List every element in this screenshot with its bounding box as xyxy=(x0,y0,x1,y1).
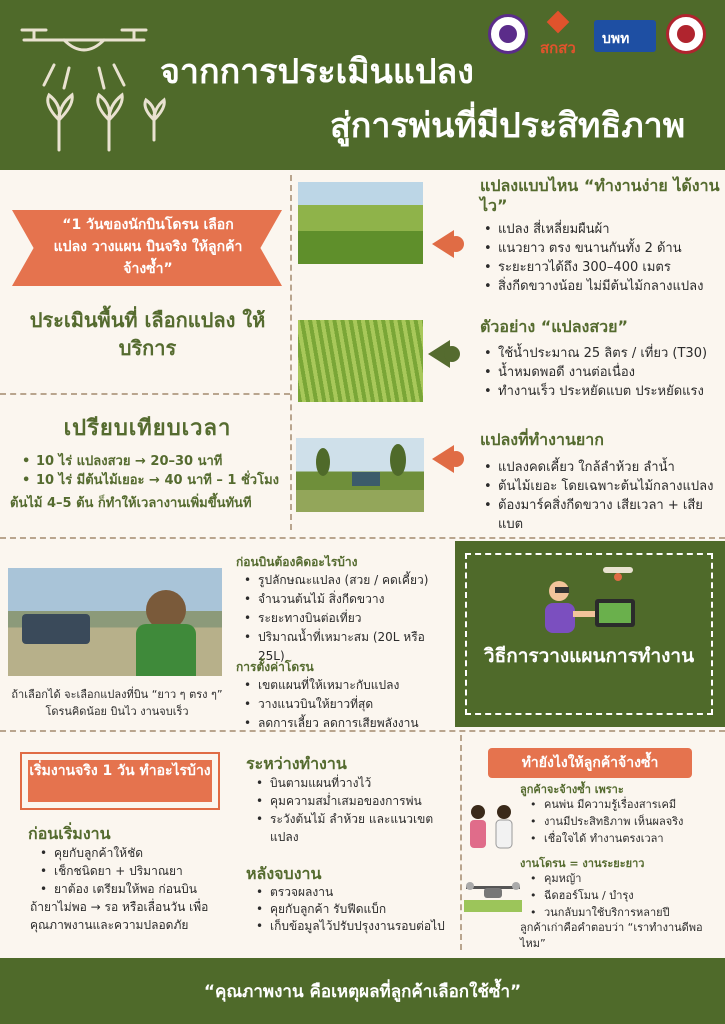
main-title-line1: จากการประเมินแปลง xyxy=(160,52,474,92)
list-item: • จำนวนต้นไม้ สิ่งกีดขวาง xyxy=(244,590,454,609)
compare-note: ต้นไม้ 4–5 ต้น ก็ทำให้เวลางานเพิ่มขึ้นทันที xyxy=(10,496,252,511)
list-item: • สิ่งกีดขวางน้อย ไม่มีต้นไม้กลางแปลง xyxy=(484,277,720,296)
spray-drone-icon xyxy=(462,880,524,914)
arrow-dot-icon xyxy=(448,451,464,467)
list-item: • คนพ่น มีความรู้เรื่องสารเคมี xyxy=(530,796,720,813)
list-item: • น้ำหมดพอดี งานต่อเนื่อง xyxy=(484,363,720,382)
divider-vertical-bottom xyxy=(460,735,462,950)
workday-during-list xyxy=(256,774,456,846)
planning-setup-list xyxy=(244,676,454,733)
footer-quote: “คุณภาพงาน คือเหตุผลที่ลูกค้าเลือกใช้ซ้ำ” xyxy=(203,982,522,1002)
tsri-logo-icon xyxy=(540,14,580,57)
list-item: • ระยะทางบินต่อเที่ยว xyxy=(244,609,454,628)
header-banner xyxy=(0,0,725,170)
list-item: • คุมหญ้า xyxy=(530,870,720,887)
planning-before-title: ก่อนบินต้องคิดอะไรบ้าง xyxy=(236,555,358,569)
pilot-photo xyxy=(8,568,222,676)
rehire-reason-list xyxy=(530,796,720,847)
list-item: • วนกลับมาใช้บริการหลายปี xyxy=(530,904,720,921)
rehire-banner: ทำยังไงให้ลูกค้าจ้างซ้ำ xyxy=(488,748,692,778)
intro-quote: “1 วันของนักบินโดรน เลือกแปลง วางแผน บินจริง ให้ลูกค้าจ้างซ้ำ” xyxy=(53,217,243,277)
list-item: • ลดการเลี้ยว ลดการเสียพลังงาน xyxy=(244,714,454,733)
university-seal-icon xyxy=(488,14,528,54)
divider-vertical-top xyxy=(290,175,292,530)
field-photo-beautiful xyxy=(298,320,423,402)
list-item: • ต้นไม้เยอะ โดยเฉพาะต้นไม้กลางแปลง xyxy=(484,477,720,496)
list-item: • ระยะยาวได้ถึง 300–400 เมตร xyxy=(484,258,720,277)
list-item: • เชื่อใจได้ ทำงานตรงเวลา xyxy=(530,830,720,847)
list-item: • แปลงคดเคี้ยว ใกล้ลำห้วย ลำน้ำ xyxy=(484,458,720,477)
pmu-logo-text: บพท xyxy=(602,31,630,47)
workday-banner xyxy=(20,752,220,810)
workday-before-title: ก่อนเริ่มงาน xyxy=(28,824,111,843)
field-card-1-list xyxy=(484,220,720,296)
arrow-dot-icon xyxy=(448,236,464,252)
rehire-work-title: งานโดรน = งานระยะยาว xyxy=(520,857,645,870)
list-item: • เขตแผนที่ให้เหมาะกับแปลง xyxy=(244,676,454,695)
planning-box-title: วิธีการวางแผนการทำงาน xyxy=(483,645,695,667)
planning-setup-title: การตั้งค่าโดรน xyxy=(236,660,314,674)
divider-horizontal-mid xyxy=(0,537,725,539)
list-item: • เก็บข้อมูลไว้ปรับปรุงงานรอบต่อไป xyxy=(256,918,456,935)
workday-during-title: ระหว่างทำงาน xyxy=(246,754,347,773)
main-title-line2: สู่การพ่นที่มีประสิทธิภาพ xyxy=(330,106,686,146)
list-item: • แนวยาว ตรง ขนานกันทั้ง 2 ด้าน xyxy=(484,239,720,258)
compare-heading: เปรียบเทียบเวลา xyxy=(63,416,232,441)
pmu-logo-icon xyxy=(594,20,656,52)
list-item: • งานมีประสิทธิภาพ เห็นผลจริง xyxy=(530,813,720,830)
workday-before-note: ถ้ายาไม่พอ → รอ หรือเลื่อนวัน เพื่อคุณภาพงานและความปลอดภัย xyxy=(30,900,209,932)
customer-conversation-icon xyxy=(464,800,518,850)
list-item: • ทำงานเร็ว ประหยัดแบต ประหยัดแรง xyxy=(484,382,720,401)
rehire-note: ลูกค้าเก่าคือคำตอบว่า “เราทำงานดีพอไหม” xyxy=(520,921,703,950)
workday-before-list xyxy=(40,844,240,898)
rmu-seal-icon xyxy=(666,14,706,54)
list-item: • คุยกับลูกค้า รับฟีดแบ็ก xyxy=(256,901,456,918)
field-card-1-title: แปลงแบบไหน “ทำงานง่าย ได้งานไว” xyxy=(480,176,720,215)
rehire-reason-title: ลูกค้าจะจ้างซ้ำ เพราะ xyxy=(520,783,624,796)
list-item: • แปลง สี่เหลี่ยมผืนผ้า xyxy=(484,220,720,239)
list-item: • รูปลักษณะแปลง (สวย / คดเคี้ยว) xyxy=(244,571,454,590)
list-item: • ระวังต้นไม้ ลำห้วย และแนวเขตแปลง xyxy=(256,810,456,846)
field-card-2-title: ตัวอย่าง “แปลงสวย” xyxy=(480,317,628,336)
pilot-caption: ถ้าเลือกได้ จะเลือกแปลงที่บิน “ยาว ๆ ตรง ๆ” โดรนคิดน้อย บินไว งานจบเร็ว xyxy=(11,688,223,718)
workday-after-title: หลังจบงาน xyxy=(246,864,322,883)
list-item: • ปริมาณน้ำที่เหมาะสม (20L หรือ 25L) xyxy=(244,628,454,666)
list-item: • บินตามแผนที่วางไว้ xyxy=(256,774,456,792)
field-photo-rect xyxy=(298,182,423,264)
workday-after-list xyxy=(256,884,456,935)
field-card-2-list xyxy=(484,344,720,401)
list-item: • 10 ไร่ มีต้นไม้เยอะ → 40 นาที – 1 ชั่วโมง xyxy=(22,471,287,490)
drone-pilot-illustration-icon xyxy=(537,561,647,639)
planning-before-list xyxy=(244,571,454,666)
intro-heading: ประเมินพื้นที่ เลือกแปลง ให้บริการ xyxy=(29,308,266,360)
compare-list xyxy=(22,452,287,490)
list-item: • เช็กชนิดยา + ปริมาณยา xyxy=(40,862,240,880)
divider-horizontal-intro xyxy=(0,393,290,395)
list-item: • ตรวจผลงาน xyxy=(256,884,456,901)
list-item: • คุมความสม่ำเสมอของการพ่น xyxy=(256,792,456,810)
arrow-dot-icon xyxy=(444,346,460,362)
tsri-logo-text: สกสว xyxy=(540,39,576,57)
planning-box xyxy=(455,541,725,727)
drone-sprayer-illustration-icon xyxy=(14,10,174,160)
list-item: • คุยกับลูกค้าให้ชัด xyxy=(40,844,240,862)
list-item: • 10 ไร่ แปลงสวย → 20–30 นาที xyxy=(22,452,287,471)
list-item: • ฉีดฮอร์โมน / บำรุง xyxy=(530,887,720,904)
rehire-work-list xyxy=(530,870,720,921)
field-card-3-list xyxy=(484,458,720,534)
list-item: • ยาต้อง เตรียมให้พอ ก่อนบิน xyxy=(40,880,240,898)
list-item: • วางแนวบินให้ยาวที่สุด xyxy=(244,695,454,714)
list-item: • ใช้น้ำประมาณ 25 ลิตร / เที่ยว (T30) xyxy=(484,344,720,363)
field-card-3-title: แปลงที่ทำงานยาก xyxy=(480,430,604,449)
footer-bar xyxy=(0,958,725,1024)
list-item: • ต้องมาร์คสิ่งกีดขวาง เสียเวลา + เสียแบต xyxy=(484,496,720,534)
workday-banner-inner: เริ่มงานจริง 1 วัน ทำอะไรบ้าง xyxy=(28,760,212,802)
field-photo-difficult xyxy=(296,438,424,512)
